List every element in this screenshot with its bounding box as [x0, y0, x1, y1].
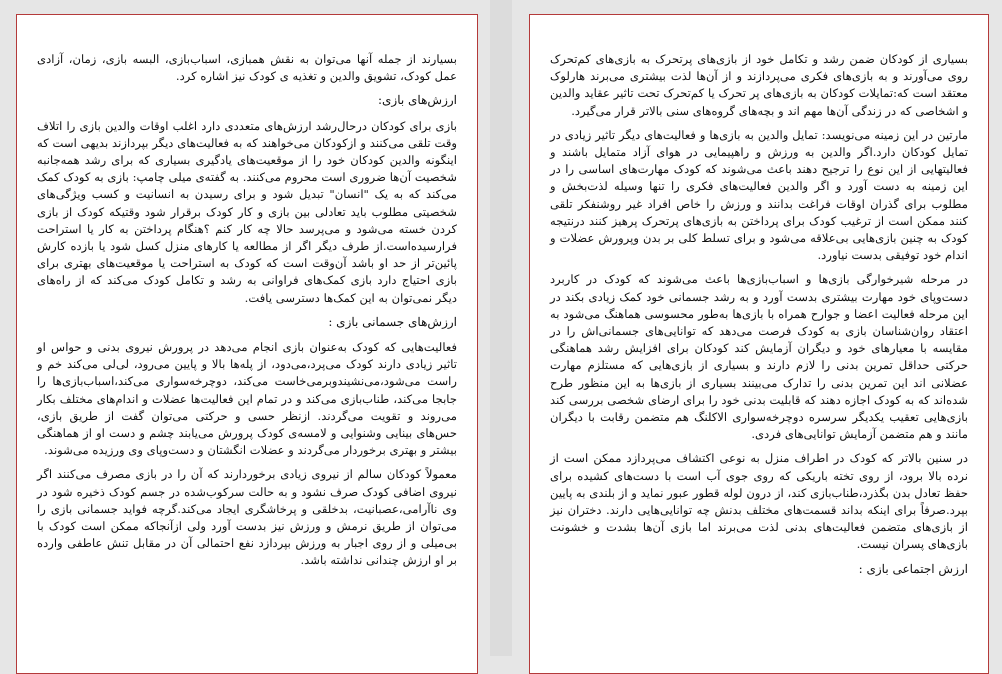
paragraph-physical-values: فعالیت‌هایی که کودک به‌عنوان بازی انجام می‌دهد در پرورش نیروی بدنی و حواس او تاثیر زیادی دارند کودک می‌پرد،می‌دود، از پله‌ها بالا و پایین می‌رود، لی‌لی می‌کند خم و راست می‌شود،می‌نشیندوبرمی‌خاست می‌کند، دوچرخه‌سواری می‌کند،اسباب‌بازی‌ها را جابجا می‌کند، طناب‌بازی می‌کند و در تمام این فعالیت‌ها عضلات و اندام‌های مختلف بکار می‌روند و تقویت می‌گردند. ازنظر حسی و حرکتی می‌توان گفت از طریق بازی، حس‌های بینایی وشنوایی و لامسه‌ی کودک پرورش می‌یابند چشم و دست او از هماهنگی بیشتر و بهتری برخوردار می‌گردند و عضلات انگشتان و دست‌وپای وی ورزیده می‌شوند.: [37, 340, 457, 458]
paragraph-energy: معمولاً کودکان سالم از نیروی زیادی برخوردارند که آن را در بازی مصرف می‌کنند اگر نیروی اضافی کودک صرف نشود و به حالت سرکوب‌شده در جسم کودک ذخیره شود در وی ناآرامی،عصبانیت، بدخلقی و پرخاشگری ایجاد می‌کند.گرچه فواید جسمانی بازی را می‌توان از طریق نرمش و ورزش نیز بدست آورد ولی ازآنجاکه ممکن است کودک با بی‌میلی و از روی اجبار به ورزش بپردازد نفع احتمالی آن در مقابل تنش عاطفی وارده بر او ارزش چندانی نداشته باشد.: [37, 467, 457, 568]
paragraph-active-play: بسیاری از کودکان ضمن رشد و تکامل خود از بازی‌های پرتحرک به بازی‌های کم‌تحرک روی می‌آورند و به بازی‌های فکری می‌پردازند و از آن‌ها لذت بیشتری می‌برند هارلوک معتقد است که:تمایلات کودکان به بازی‌های پر تحرک یا کم‌تحرک تحت تاثیر عقاید والدین و اشخاصی که در زندگی آن‌ها مهم اند و بچه‌های گروه‌های سنی بالاتر قرار می‌گیرد.: [550, 52, 968, 118]
page-text-right: [550, 51, 968, 586]
paragraph-intro: بسیارند از جمله آنها می‌توان به نقش همبازی، اسباب‌بازی، البسه بازی، زمان، آزادی عمل کودک، تشویق والدین و تغذیه ی کودک نیز اشاره کرد.: [37, 52, 457, 84]
paragraph-older-ages: در سنین بالاتر که کودک در اطراف منزل به نوعی اکتشاف می‌پردازد ممکن است از نرده بالا برود، از روی تخته باریکی که روی جوی آب است با دست‌های کشیده برای حفظ تعادل بدن بگذرد،طناب‌بازی کند، از درون لوله قطور عبور نماید و از بلندی به پایین بپرد.صرفاً برای اینکه بداند قسمت‌های مختلف بدنش چه توانایی‌هایی دارند. دختران نیز از بازی‌های متضمن فعالیت‌های بدنی لذت می‌برند اما بازی آن‌ها بشدت و خشونت بازی‌های پسران نیست.: [550, 451, 968, 552]
document-page-right: [529, 14, 989, 674]
page-text-left: [37, 51, 457, 577]
paragraph-martin: مارتین در این زمینه می‌نویسد: تمایل والدین به بازی‌ها و فعالیت‌های دیگر تاثیر زیادی در تمایل کودکان دارد.اگر والدین به ورزش و راهپیمایی در هوای آزاد متمایل باشند و فعالیتهایی از این نوع را ترجیح دهند باعث می‌شوند که کودک مهارت‌های اساسی را در این زمینه به دست آورد و اگر والدین فعالیت‌های فکری را تنها وسیله لذت‌بخش و مطلوب برای گذران اوقات فراغت بدانند و ورزش را خاص افراد غیر روشنفکر تلقی کنند ممکن است از ترغیب کودک برای پرداختن به بازی‌های پرتحرک پرهیز کنند درنتیجه کودک به چنین بازی‌هایی بی‌علاقه می‌شود و برای تسلط کلی بر بدن وپرورش عضلات و اندام خود توفیقی بدست نیاورد.: [550, 127, 968, 263]
page-gap: [490, 0, 512, 656]
paragraph-infancy: در مرحله شیرخوارگی بازی‌ها و اسباب‌بازی‌ها باعث می‌شوند که کودک در کاربرد دست‌وپای خود مهارت بیشتری بدست آورد و به رشد جسمانی خود کمک زیادی بکند در این مرحله فعالیت اعضا و جوارح همراه با بازی‌ها به‌طور محسوسی هماهنگ می‌شود به اعتقاد روان‌شناسان بازی به کودک فرصت می‌دهد که توانایی‌های جسمانی‌اش را در مقایسه با معیارهای خود و دیگران آزمایش کند کودکان برای افزایش رشد هماهنگی حرکتی حداقل تمرین بدنی را لازم دارند و بسیاری از بازی‌هایی که مستلزم مهارت عضلانی اند این تمرین بدنی را تدارک می‌بینند بسیاری از بازی‌ها به این منظور طرح شده‌اند که به کودک اجازه دهند که قابلیت بدنی خود را برای ارضای شخصی بررسی کند بازی‌هایی تعقیب یکدیگر سرسره دوچرخه‌سواری الاکلنگ هم متضمن رقابت با دیگران مانند و هم متضمن آزمایش توانایی‌های فردی.: [550, 272, 968, 442]
paragraph-play-values: بازی برای کودکان درحال‌رشد ارزش‌های متعددی دارد اغلب اوقات والدین بازی را اتلاف وقت تلقی می‌کنند و ازکودکان می‌خواهند که به فعالیت‌های دیگر بپردازند بدیهی است که اینگونه والدین کودکان خود را از موقعیت‌های یادگیری بسیاری که برای رشد همه‌جانبه شخصیت آن‌ها ضروری است محروم می‌کنند. به گفته‌ی میلی چامپ: بازی به کودک کمک می‌کند که به یک "انسان" تبدیل شود و برای رسیدن به انسانیت و کسب ویژگی‌های شخصیتی مطلوب باید تعادلی بین بازی و کار کودک برقرار شود وقتیکه کودک از بازی کردن خسته می‌شود و می‌پرسد حالا چه کار کنم ؟هنگام پرداختن به کار یا استراحت فرارسیده‌است.از طرف دیگر اگر از مطالعه یا کارهای منزل کسل شود یا بازده کارش پائین‌تر از حد او باشد آن‌وقت است که کودک به استراحت یا موقعیت‌های بهتری برای بازی احتیاج دارد بازی کمک‌های فراوانی به رشد و تکامل کودک می‌کند که از راه‌های دیگر نمی‌توان به این کمک‌ها دسترسی یافت.: [37, 118, 457, 305]
heading-physical-values: ارزش‌های جسمانی بازی :: [328, 314, 457, 329]
heading-play-values: ارزش‌های بازی:: [378, 93, 457, 108]
heading-social-value: ارزش اجتماعی بازی :: [858, 561, 968, 576]
document-page-left: [16, 14, 478, 674]
